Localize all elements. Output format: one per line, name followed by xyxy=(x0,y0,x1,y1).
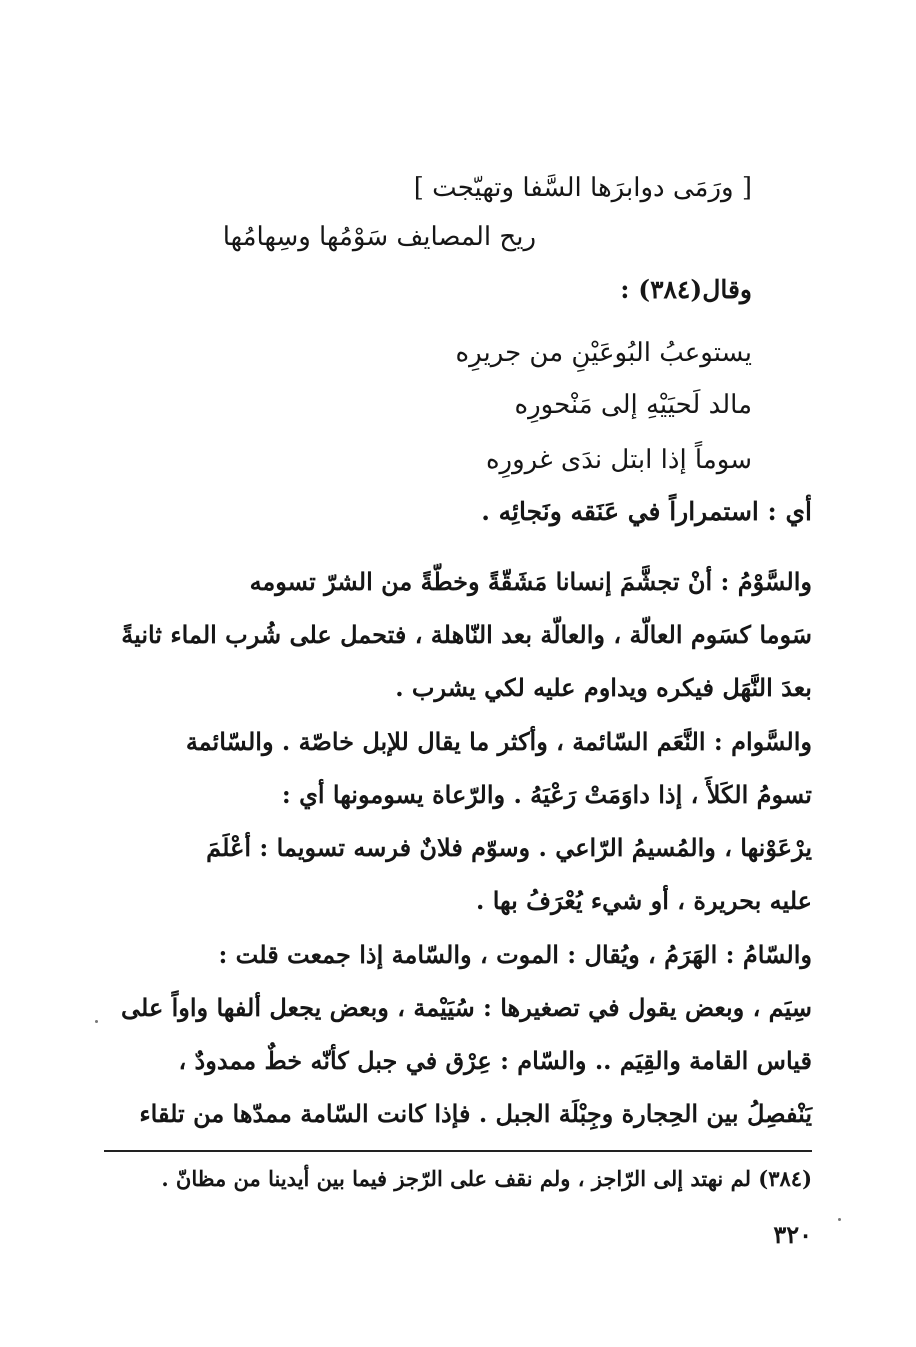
page-number: ٣٢٠ xyxy=(773,1220,812,1249)
paragraph-3-line: يَنْفصِلُ بين الحِجارة وجِبْلَة الجبل . فإذا كانت السّامة ممدّها من تلقاء xyxy=(139,1099,812,1128)
footnote-divider xyxy=(104,1150,812,1152)
paragraph-3-line: قياس القامة والقِيَم .. والسّام : عِرْق في جبل كأنّه خطٌ ممدودٌ ، xyxy=(178,1046,812,1075)
paragraph-1-line: سَوما كسَوم العالّة ، والعالّة بعد النّاهلة ، فتحمل على شُرب الماء ثانيةً xyxy=(121,620,812,649)
paragraph-2-line: تسومُ الكَلأَ ، إذا داوَمَتْ رَعْيَهُ . والرّعاة يسومونها أي : xyxy=(281,780,812,809)
footnote: (٣٨٤) لم نهتد إلى الرّاجز ، ولم نقف على الرّجز فيما بين أيدينا من مظانّ . xyxy=(161,1166,812,1191)
gloss-line: أي : استمراراً في عَنَقه ونَجائِه . xyxy=(481,497,812,526)
paragraph-3 xyxy=(104,928,812,1140)
rajaz-line-2: مالد لَحيَيْهِ إلى مَنْحورِه xyxy=(514,390,752,420)
paragraph-3-line: سِيَم ، وبعض يقول في تصغيرها : سُيَيْمة ، وبعض يجعل ألفها واواً على xyxy=(121,993,812,1022)
paragraph-2-line: والسَّوام : النَّعَم السّائمة ، وأكثر ما يقال للإبل خاصّة . والسّائمة xyxy=(185,727,812,756)
paragraph-2-line: يرْعَوْنها ، والمُسيمُ الرّاعي . وسوّم فلانٌ فرسه تسويما : أعْلَمَ xyxy=(206,833,812,862)
rajaz-line-3: سوماً إذا ابتل ندَى غرورِه xyxy=(485,445,752,475)
intro-line: وقال(٣٨٤) : xyxy=(620,275,752,304)
rajaz-line-1: يستوعبُ البُوعَيْنِ من جريرِه xyxy=(455,338,752,368)
paragraph-1-line: والسَّوْمُ : أنْ تجشَّمَ إنسانا مَشَقّةً وخطّةً من الشرّ تسومه xyxy=(249,567,812,596)
paragraph-2-line: عليه بحريرة ، أو شيء يُعْرَفُ بها . xyxy=(476,886,812,915)
scan-speck xyxy=(838,1218,841,1221)
verse-line-1: [ ورَمَى دوابرَها السَّفا وتهيّجت ] xyxy=(413,173,752,203)
paragraph-2 xyxy=(104,715,812,927)
verse-line-2: ريح المصايف سَوْمُها وسِهامُها xyxy=(222,222,536,252)
paragraph-1-line: بعدَ النَّهَل فيكره ويداوم عليه لكي يشرب . xyxy=(395,673,812,702)
paragraph-1 xyxy=(104,555,812,714)
scan-speck xyxy=(95,1020,98,1023)
paragraph-3-line: والسّامُ : الهَرَمُ ، ويُقال : الموت ، والسّامة إذا جمعت قلت : xyxy=(218,940,812,969)
